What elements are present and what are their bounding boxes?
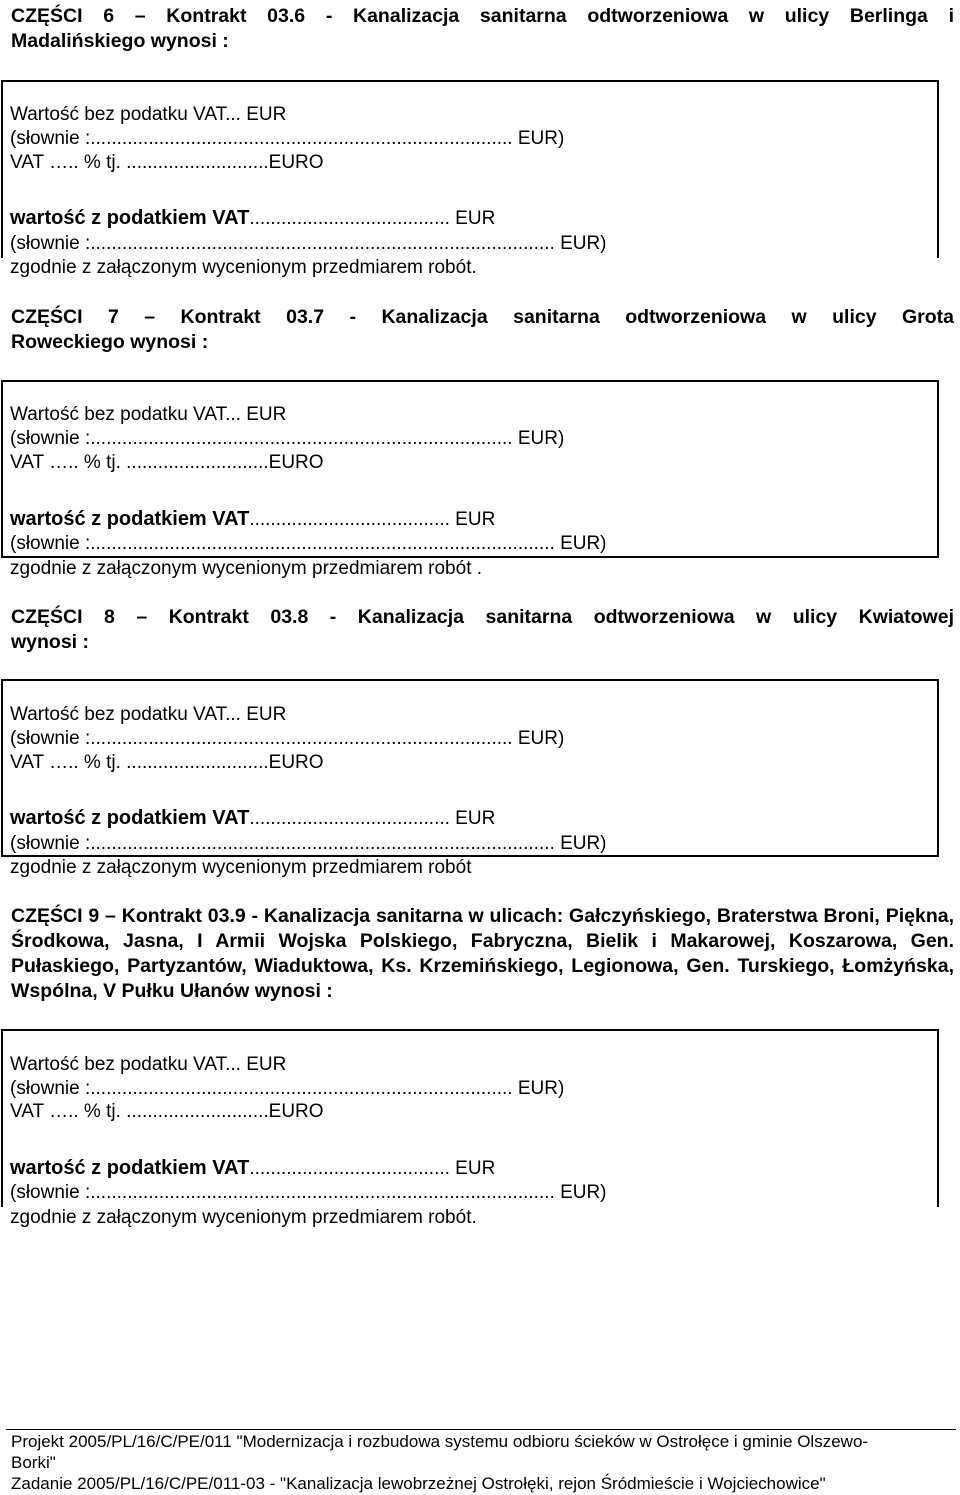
section-9-heading: CZĘŚCI 9 – Kontrakt 03.9 - Kanalizacja sanitarna w ulicach: Gałczyńskiego, Braterstwa Broni, Piękna, Środkowa, Jasna, I Armii Wojska Polskiego, Fabryczna, Bielik i Makarowej, Koszarowa, Gen. Pułaskiego, Partyzantów, Wiaduktowa, Ks. Krzemińskiego, Legionowa, Gen. Turskiego, Łomżyńska, Wspólna, V Pułku Ułanów wynosi : — [11, 905, 954, 1002]
section-9-net-in-words: (słownie :................................................................................ EUR) — [10, 1078, 565, 1099]
section-9-gross-value: wartość z podatkiem VAT...................................... EUR — [10, 1157, 496, 1179]
section-8-net-in-words: (słownie :................................................................................ EUR) — [10, 728, 565, 749]
section-7-vat-line: VAT ….. % tj. ...........................EURO — [10, 452, 324, 473]
section-8-vat-line: VAT ….. % tj. ...........................EURO — [10, 752, 324, 773]
section-6-heading-line2: Madalińskiego wynosi : — [11, 30, 229, 52]
section-7-heading-line2: Roweckiego wynosi : — [11, 331, 209, 353]
section-6-vat-line: VAT ….. % tj. ...........................EURO — [10, 152, 324, 173]
section-6-gross-in-words: (słownie :........................................................................................ EUR) — [10, 233, 607, 254]
footer-divider — [6, 1429, 956, 1430]
section-8-gross-in-words: (słownie :........................................................................................ EUR) — [10, 833, 607, 854]
section-9-note: zgodnie z załączonym wycenionym przedmiarem robót. — [10, 1207, 477, 1228]
section-7-gross-in-words: (słownie :........................................................................................ EUR) — [10, 533, 607, 554]
section-6-heading: CZĘŚCI 6 – Kontrakt 03.6 - Kanalizacja sanitarna odtworzeniowa w ulicy Berlinga i — [11, 5, 954, 27]
section-7-net-in-words: (słownie :................................................................................ EUR) — [10, 428, 565, 449]
section-7-note: zgodnie z załączonym wycenionym przedmiarem robót . — [10, 558, 483, 579]
section-6-net-value: Wartość bez podatku VAT... EUR — [10, 104, 287, 125]
section-8-note: zgodnie z załączonym wycenionym przedmiarem robót — [10, 857, 472, 878]
section-9-net-value: Wartość bez podatku VAT... EUR — [10, 1054, 287, 1075]
section-7-gross-value: wartość z podatkiem VAT...................................... EUR — [10, 508, 496, 530]
section-9-gross-in-words: (słownie :........................................................................................ EUR) — [10, 1182, 607, 1203]
footer-task-line: Zadanie 2005/PL/16/C/PE/011-03 - "Kanalizacja lewobrzeżnej Ostrołęki, rejon Śródmieście i Wojciechowice" — [11, 1474, 826, 1493]
section-8-heading: CZĘŚCI 8 – Kontrakt 03.8 - Kanalizacja sanitarna odtworzeniowa w ulicy Kwiatowej — [11, 606, 954, 628]
footer-project-line: Projekt 2005/PL/16/C/PE/011 "Modernizacja i rozbudowa systemu odbioru ścieków w Ostrołęce i gminie Olszewo- — [11, 1432, 869, 1451]
section-7-net-value: Wartość bez podatku VAT... EUR — [10, 404, 287, 425]
section-7-heading: CZĘŚCI 7 – Kontrakt 03.7 - Kanalizacja sanitarna odtworzeniowa w ulicy Grota — [11, 306, 954, 328]
section-9-vat-line: VAT ….. % tj. ...........................EURO — [10, 1101, 324, 1122]
section-8-net-value: Wartość bez podatku VAT... EUR — [10, 704, 287, 725]
section-8-gross-value: wartość z podatkiem VAT...................................... EUR — [10, 807, 496, 829]
footer-project-line-cont: Borki" — [11, 1453, 56, 1472]
section-6-net-in-words: (słownie :................................................................................ EUR) — [10, 128, 565, 149]
section-6-note: zgodnie z załączonym wycenionym przedmiarem robót. — [10, 257, 477, 278]
section-8-heading-line2: wynosi : — [11, 631, 90, 653]
section-6-gross-value: wartość z podatkiem VAT...................................... EUR — [10, 207, 496, 229]
